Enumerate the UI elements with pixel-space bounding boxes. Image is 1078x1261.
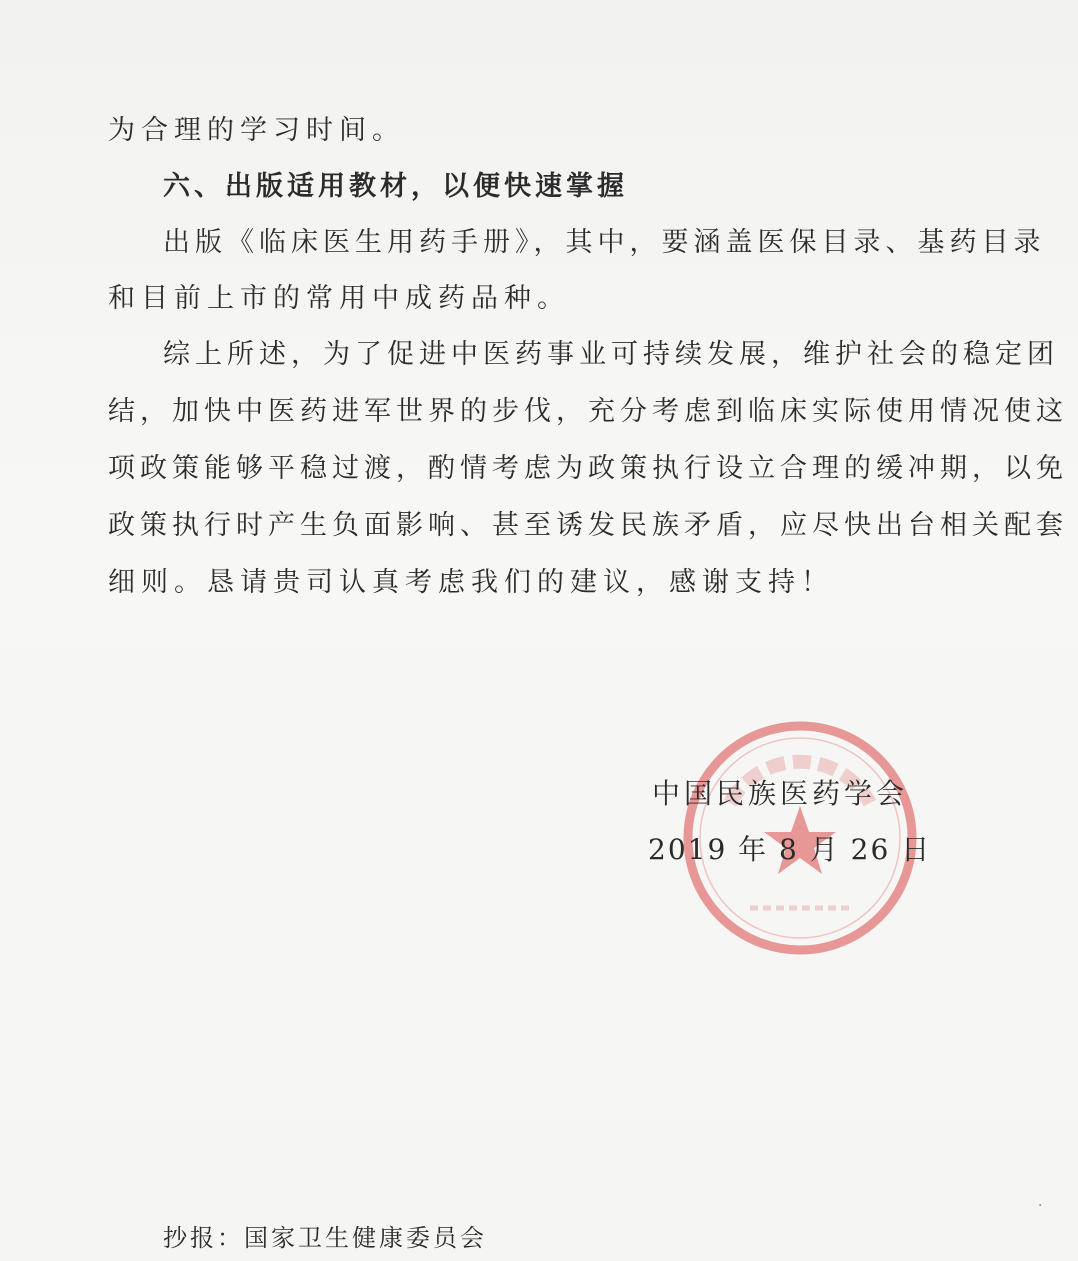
scan-speck: · — [1038, 1198, 1043, 1214]
body-line-1: 为合理的学习时间。 — [108, 115, 405, 146]
body-line-8: 政策执行时产生负面影响、甚至诱发民族矛盾，应尽快出台相关配套 — [108, 510, 1068, 541]
signature-organization: 中国民族医药学会 — [652, 777, 909, 810]
section-heading: 六、出版适用教材，以便快速掌握 — [163, 171, 628, 202]
body-line-7: 项政策能够平稳过渡，酌情考虑为政策执行设立合理的缓冲期，以免 — [108, 453, 1068, 484]
signature-date: 2019 年 8 月 26 日 — [648, 833, 932, 866]
body-line-6: 结，加快中医药进军世界的步伐，充分考虑到临床实际使用情况使这 — [108, 396, 1068, 427]
body-line-4: 和目前上市的常用中成药品种。 — [108, 283, 570, 314]
body-line-5: 综上所述，为了促进中医药事业可持续发展，维护社会的稳定团 — [163, 339, 1059, 370]
cc-line: 抄报：国家卫生健康委员会 — [163, 1224, 487, 1252]
body-line-9: 细则。恳请贵司认真考虑我们的建议，感谢支持！ — [108, 567, 834, 598]
body-line-3: 出版《临床医生用药手册》，其中，要涵盖医保目录、基药目录 — [163, 227, 1046, 258]
